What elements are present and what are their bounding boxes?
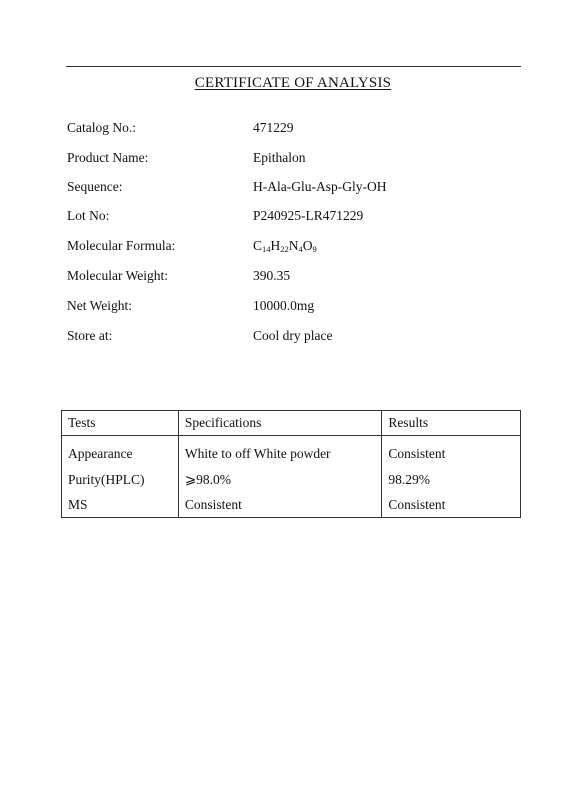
info-row-sequence <box>67 177 527 197</box>
product-name-value: Epithalon <box>253 150 306 165</box>
spec-cell: Consistent <box>178 493 381 518</box>
molecular-weight-label: Molecular Weight: <box>67 268 169 283</box>
spec-cell: ⩾98.0% <box>178 467 381 493</box>
sequence-value: H-Ala-Glu-Asp-Gly-OH <box>253 179 387 194</box>
test-cell: Appearance <box>62 436 179 468</box>
document-title: CERTIFICATE OF ANALYSIS <box>194 75 392 91</box>
formula-label: Molecular Formula: <box>67 238 176 253</box>
info-row-catalog <box>67 118 527 138</box>
catalog-value: 471229 <box>253 120 294 135</box>
info-row-formula <box>67 236 527 256</box>
result-cell: Consistent <box>382 436 521 468</box>
info-row-molecular-weight <box>67 266 527 286</box>
net-weight-label: Net Weight: <box>67 298 133 313</box>
spec-cell: White to off White powder <box>178 436 381 468</box>
table-row <box>62 467 521 493</box>
store-label: Store at: <box>67 328 113 343</box>
header-tests: Tests <box>62 411 179 436</box>
formula-value: $C_{14}H_{22}N_4O_9$ <box>253 238 317 254</box>
top-divider <box>66 66 521 67</box>
lot-value: P240925-LR471229 <box>253 208 364 223</box>
header-specifications: Specifications <box>178 411 381 436</box>
header-results: Results <box>382 411 521 436</box>
test-cell: MS <box>62 493 179 518</box>
store-value: Cool dry place <box>253 328 333 343</box>
info-row-lot <box>67 206 527 226</box>
molecular-weight-value: 390.35 <box>253 268 291 283</box>
product-name-label: Product Name: <box>67 150 149 165</box>
table-row <box>62 493 521 518</box>
results-table <box>61 410 521 518</box>
info-row-net-weight <box>67 296 527 316</box>
catalog-label: Catalog No.: <box>67 120 136 135</box>
info-row-product-name <box>67 148 527 168</box>
result-cell: 98.29% <box>382 467 521 493</box>
lot-label: Lot No: <box>67 208 110 223</box>
sequence-label: Sequence: <box>67 179 123 194</box>
table-row <box>62 436 521 468</box>
result-cell: Consistent <box>382 493 521 518</box>
test-cell: Purity(HPLC) <box>62 467 179 493</box>
net-weight-value: 10000.0mg <box>253 298 315 313</box>
table-header-row <box>62 411 521 436</box>
info-row-store <box>67 326 527 346</box>
